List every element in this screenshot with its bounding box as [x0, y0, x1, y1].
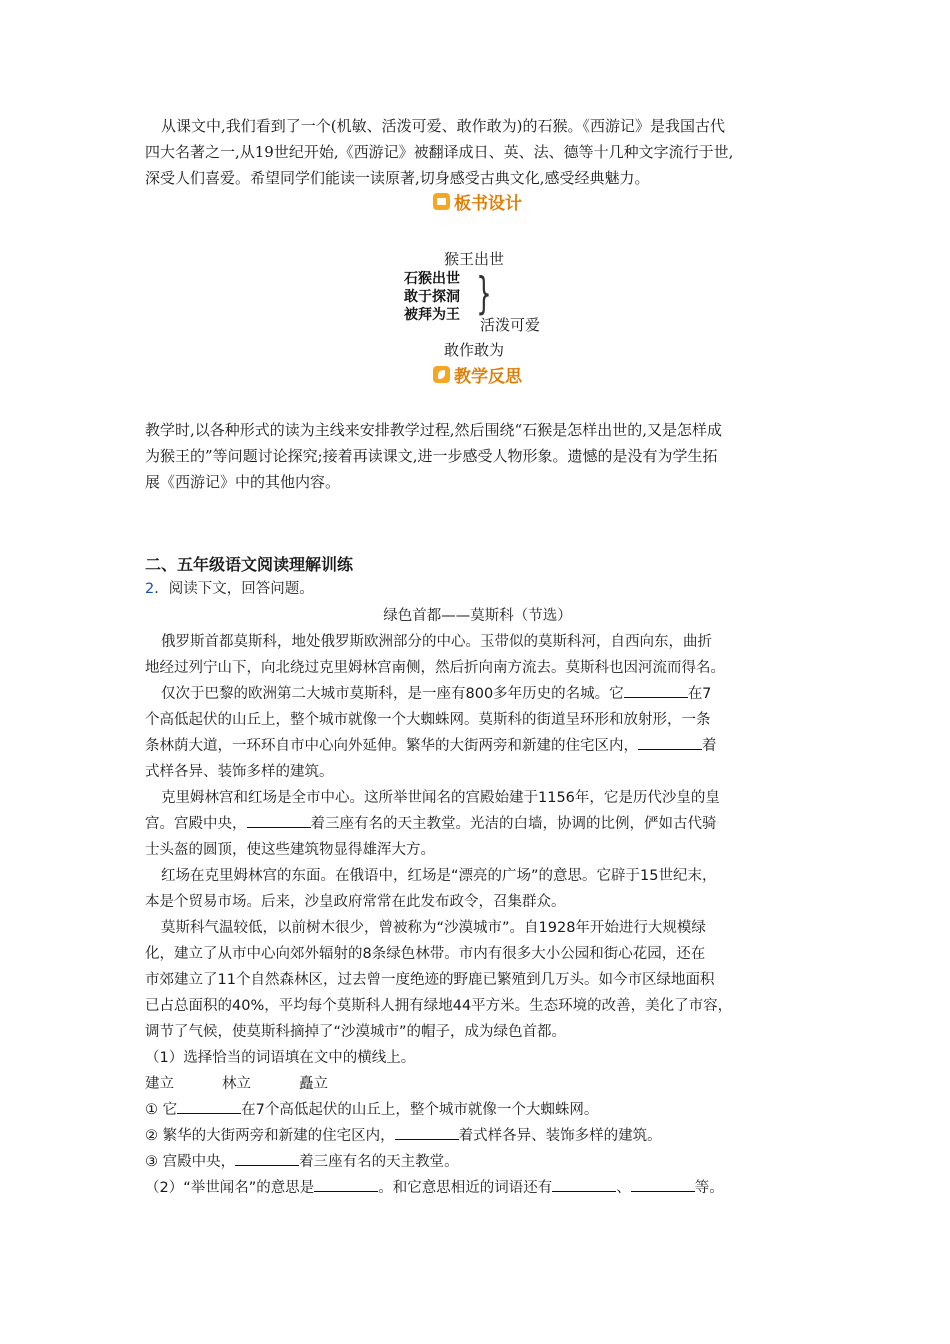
passage-line: 宫。宫殿中央， [145, 816, 247, 832]
answer-blank[interactable] [314, 1177, 378, 1192]
passage-line: 士头盔的圆顶，使这些建筑物显得雄浑大方。 [145, 842, 435, 858]
fill-blank[interactable] [624, 683, 688, 698]
reflection-paragraph [145, 417, 810, 495]
passage-line: 条林荫大道，一环环自市中心向外延伸。繁华的大街两旁和新建的住宅区内， [145, 738, 638, 754]
passage-body [145, 629, 825, 1045]
sentence-1-rest: 在7个高低起伏的山丘上，整个城市就像一个大蜘蛛网。 [241, 1102, 599, 1118]
sub-question-2-end: 等。 [694, 1180, 724, 1196]
passage-line: 市郊建立了11个自然森林区，过去曾一度绝迹的野鹿已繁殖到几万头。如今市区绿地面积 [145, 972, 715, 988]
answer-blank[interactable] [395, 1125, 459, 1140]
passage-text: 在7 [687, 686, 712, 702]
sentence-3-rest: 着三座有名的天主教堂。 [299, 1154, 459, 1170]
passage-line: 式样各异、装饰多样的建筑。 [145, 764, 334, 780]
sub-question-2-mid: 。和它意思相近的词语还有 [378, 1180, 553, 1196]
passage-line: 已占总面积的40%，平均每个莫斯科人拥有绿地44平方米。生态环境的改善，美化了市容， [145, 998, 733, 1014]
passage-line: 调节了气候，使莫斯科摘掉了“沙漠城市”的帽子，成为绿色首都。 [145, 1024, 567, 1040]
board-badge-row [145, 189, 810, 214]
board-icon [433, 193, 450, 210]
word-choice: 建立 [145, 1076, 174, 1092]
passage-title: 绿色首都——莫斯科（节选） [383, 608, 572, 624]
answer-blank[interactable] [631, 1177, 695, 1192]
intro-line: 从课文中,我们看到了一个(机敏、活泼可爱、敢作敢为)的石猴。《西游记》是我国古代 [161, 117, 725, 135]
board-design-badge [433, 189, 522, 214]
separator: 、 [616, 1180, 631, 1196]
answer-blank[interactable] [235, 1151, 299, 1166]
reflection-badge-row [145, 362, 810, 387]
board-left-item: 石猴出世 [404, 271, 460, 287]
question-prompt: ．阅读下文，回答问题。 [154, 581, 314, 597]
passage-line: 本是个贸易市场。后来，沙皇政府常常在此发布政令，召集群众。 [145, 894, 566, 910]
brace-icon: } [476, 268, 492, 319]
reflection-badge-label: 教学反思 [454, 367, 522, 387]
sentence-3: ③ 宫殿中央， [145, 1154, 236, 1170]
passage-line: 红场在克里姆林宫的东面。在俄语中，红场是“漂亮的广场”的意思。它辟于15世纪末， [161, 868, 717, 884]
section-heading: 二、五年级语文阅读理解训练 [145, 555, 354, 574]
word-choices [145, 1076, 376, 1092]
reflection-line: 教学时,以各种形式的读为主线来安排教学过程,然后围绕“石猴是怎样出世的,又是怎样成 [145, 421, 722, 439]
question-number: 2 [145, 581, 155, 597]
passage-line: 仅次于巴黎的欧洲第二大城市莫斯科，是一座有800多年历史的名城。它 [161, 686, 624, 702]
sub-questions [145, 1045, 825, 1201]
fill-blank[interactable] [638, 735, 702, 750]
reflection-line: 为猴王的”等问题讨论探究;接着再读课文,进一步感受人物形象。遗憾的是没有为学生拓 [145, 447, 718, 465]
sentence-2-rest: 着式样各异、装饰多样的建筑。 [458, 1128, 662, 1144]
passage-line: 地经过列宁山下，向北绕过克里姆林宫南侧，然后折向南方流去。莫斯科也因河流而得名。 [145, 660, 725, 676]
passage-line: 克里姆林宫和红场是全市中心。这所举世闻名的宫殿始建于1156年，它是历代沙皇的皇 [161, 790, 720, 806]
board-badge-label: 板书设计 [454, 194, 522, 214]
fill-blank[interactable] [247, 813, 311, 828]
question-2-line [145, 576, 825, 602]
board-left-list [404, 270, 460, 324]
sub-question-1: （1）选择恰当的词语填在文中的横线上。 [145, 1050, 416, 1066]
answer-blank[interactable] [177, 1099, 241, 1114]
board-bottom-label: 敢作敢为 [444, 341, 505, 359]
reflection-line: 展《西游记》中的其他内容。 [145, 473, 341, 491]
reflection-badge [433, 362, 522, 387]
intro-line: 深受人们喜爱。希望同学们能读一读原著,切身感受古典文化,感受经典魅力。 [145, 169, 650, 187]
passage-line: 莫斯科气温较低，以前树木很少，曾被称为“沙漠城市”。自1928年开始进行大规模绿 [161, 920, 706, 936]
board-left-item: 被拜为王 [404, 307, 460, 323]
intro-paragraph [145, 113, 810, 191]
answer-blank[interactable] [552, 1177, 616, 1192]
word-choice: 林立 [222, 1076, 251, 1092]
passage-text: 着 [702, 738, 717, 754]
passage-text: 着三座有名的天主教堂。光洁的白墙，协调的比例，俨如古代骑 [310, 816, 717, 832]
board-left-item: 敢于探洞 [404, 289, 460, 305]
intro-line: 四大名著之一,从19世纪开始,《西游记》被翻译成日、英、法、德等十几种文字流行于世, [145, 143, 734, 161]
sentence-2: ② 繁华的大街两旁和新建的住宅区内， [145, 1128, 395, 1144]
word-choice: 矗立 [299, 1076, 328, 1092]
reflection-icon [433, 366, 450, 383]
board-top-label: 猴王出世 [444, 250, 505, 268]
passage-line: 个高低起伏的山丘上，整个城市就像一个大蜘蛛网。莫斯科的街道呈环形和放射形，一条 [145, 712, 711, 728]
passage-line: 俄罗斯首都莫斯科，地处俄罗斯欧洲部分的中心。玉带似的莫斯科河，自西向东，曲折 [161, 634, 712, 650]
sub-question-2: （2）“举世闻名”的意思是 [145, 1180, 315, 1196]
board-right-label: 活泼可爱 [480, 316, 541, 334]
sentence-1: ① 它 [145, 1102, 178, 1118]
passage-line: 化，建立了从市中心向郊外辐射的8条绿色林带。市内有很多大小公园和街心花园，还在 [145, 946, 706, 962]
